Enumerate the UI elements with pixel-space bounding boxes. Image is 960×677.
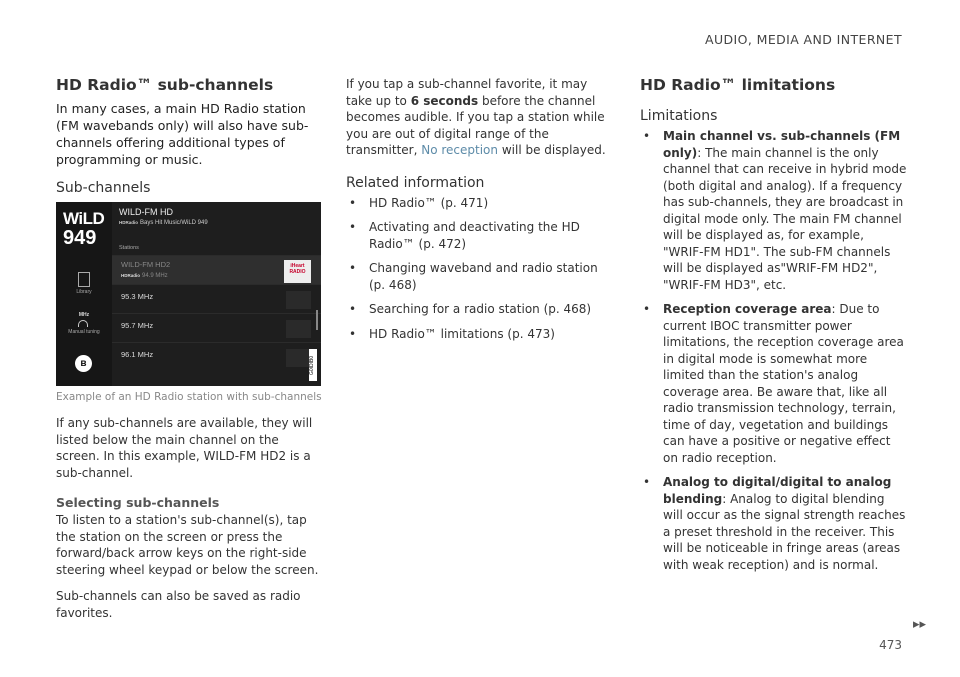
column-1 <box>56 76 324 631</box>
hd-radio-screenshot <box>56 202 321 386</box>
section-title: HD Radio™ sub-channels <box>56 76 274 94</box>
limitation-text: : The main channel is the only channel that can receive in hybrid mode (both digital and analog). If a frequency has sub-channels, they are broadcast in digital mode only. The main FM channel will be displayed as, for example, "WRIF-FM HD1". The sub-FM channels will be displayed as"WRIF-FM HD2", "WRIF-FM HD3", etc. <box>663 145 907 292</box>
limitation-term: Reception coverage area <box>663 302 832 316</box>
station-song <box>119 220 208 226</box>
column-2 <box>346 76 610 350</box>
screen-left-panel <box>56 202 112 386</box>
song-text: Bays Hit Music/WiLD 949 <box>140 220 208 226</box>
related-link[interactable]: • Searching for a radio station (p. 468) <box>346 301 610 318</box>
paragraph: To listen to a station's sub-channel(s), tap the station on the screen or press the forward/back arrow keys on the right-side steering wheel keypad or below the screen. <box>56 513 319 577</box>
scrollbar <box>316 310 318 330</box>
row-sub-text: 94.9 MHz <box>142 273 168 279</box>
station-row-name: 96.1 MHz <box>121 350 154 359</box>
running-header: AUDIO, MEDIA AND INTERNET <box>705 32 902 47</box>
hd-radio-tag: HDRadio <box>121 273 140 278</box>
station-row <box>112 255 321 285</box>
library-label: Library <box>76 289 92 295</box>
limitation-term: Main channel vs. sub-channels (FM only) <box>663 129 901 160</box>
station-thumbnail <box>286 320 311 338</box>
limitation-text: : Due to current IBOC transmitter power limitations, the reception coverage area in digital mode is somewhat more limited than the station's analog coverage area. Be aware that, like all radio transmission technology, terrain, time of day, vegetation and buildings can have a positive or negative effect on radio reception. <box>663 302 904 465</box>
limitation-item <box>640 474 908 573</box>
logo-wild: WiLD <box>63 209 105 228</box>
text: If you tap a sub-channel favorite, it may take up to <box>346 77 588 108</box>
paragraph: If any sub-channels are available, they will listed below the main channel on the screen. In this example, WILD-FM HD2 is a sub-channel. <box>56 416 313 480</box>
stations-label: Stations <box>119 245 139 251</box>
hd-radio-tag: HDRadio <box>119 220 138 225</box>
screen-main-panel <box>112 202 321 386</box>
no-reception-link[interactable]: No reception <box>421 143 499 157</box>
limitations-title: HD Radio™ limitations <box>640 76 836 94</box>
paragraph: Sub-channels can also be saved as radio favorites. <box>56 589 301 620</box>
selecting-heading: Selecting sub-channels <box>56 495 220 510</box>
limitation-text: : Analog to digital blending will occur as the signal strength reaches a preset threshold in the receiver. This will be noticeable in fringe areas (areas with weak reception) and is normal. <box>663 491 906 572</box>
station-row-name: 95.3 MHz <box>121 292 154 301</box>
limitations-subtitle: Limitations <box>640 108 718 124</box>
station-logo <box>63 210 104 248</box>
favorite-paragraph <box>346 76 610 159</box>
bluetooth-icon: ʙ <box>75 355 92 372</box>
station-row-sub <box>121 273 168 279</box>
related-list <box>346 195 610 343</box>
related-title: Related information <box>346 174 485 191</box>
manual-tuning-label: Manual tuning <box>68 329 100 335</box>
manual-tuning-icon <box>78 320 88 327</box>
related-link[interactable]: • Changing waveband and radio station (p. 468) <box>346 260 610 293</box>
image-id-stamp: G0IDIB0 <box>309 349 317 381</box>
station-row <box>112 284 321 314</box>
limitation-item <box>640 128 908 293</box>
station-thumbnail <box>286 349 311 367</box>
next-page-arrows-icon: ▸▸ <box>912 617 926 632</box>
six-seconds: 6 seconds <box>410 93 479 108</box>
page-number: 473 <box>879 638 902 652</box>
station-row <box>112 313 321 343</box>
text: before the channel becomes audible. If you tap a station while you are out of digital range of the transmitter, <box>346 93 605 157</box>
station-row-name: WILD-FM HD2 <box>121 260 171 269</box>
limitation-item <box>640 301 908 466</box>
subsection-title: Sub-channels <box>56 180 151 196</box>
station-row-name: 95.7 MHz <box>121 321 154 330</box>
logo-num: 949 <box>63 227 97 249</box>
related-link[interactable]: • HD Radio™ limitations (p. 473) <box>346 326 610 343</box>
related-link[interactable]: • HD Radio™ (p. 471) <box>346 195 610 212</box>
station-row <box>112 342 321 372</box>
text: will be displayed. <box>498 143 606 157</box>
column-3 <box>640 76 908 581</box>
limitation-term: Analog to digital/digital to analog blending <box>663 475 892 506</box>
limitations-list <box>640 128 908 573</box>
mhz-label: MHz <box>78 312 90 318</box>
station-thumbnail <box>286 291 311 309</box>
station-name: WILD-FM HD <box>119 207 173 217</box>
intro-paragraph: In many cases, a main HD Radio station (FM wavebands only) will also have sub-channels offering additional types of programming or music. <box>56 101 309 167</box>
library-icon <box>78 272 90 287</box>
related-link[interactable]: • Activating and deactivating the HD Radio™ (p. 472) <box>346 219 610 252</box>
figure-caption: Example of an HD Radio station with sub-channels <box>56 391 322 403</box>
iheart-radio-logo: iHeart RADIO <box>284 260 311 283</box>
